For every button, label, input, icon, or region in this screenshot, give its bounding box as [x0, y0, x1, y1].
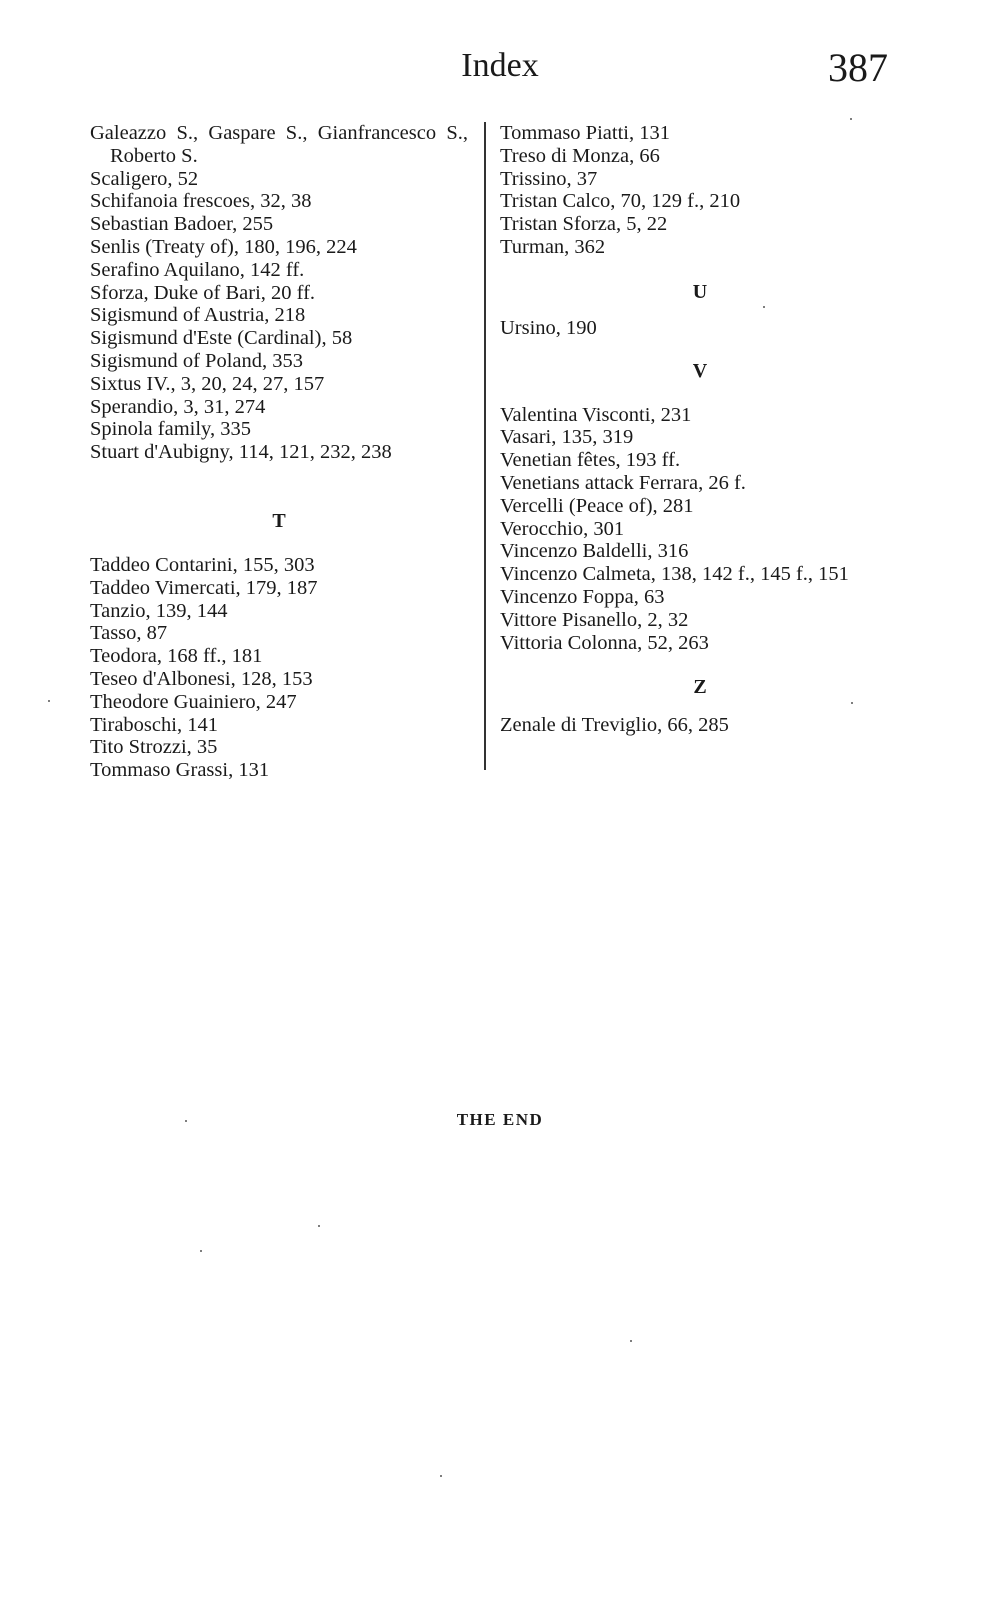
index-entry: Tito Strozzi, 35 — [90, 736, 218, 759]
index-entry: Tanzio, 139, 144 — [90, 599, 228, 622]
index-entry: Tasso, 87 — [90, 622, 168, 645]
index-entry: Teseo d'Albonesi, 128, 153 — [90, 667, 313, 690]
index-entry: Valentina Visconti, 231 — [500, 403, 692, 426]
index-entry: Taddeo Vimercati, 179, 187 — [90, 576, 318, 599]
index-entry: Theodore Guainiero, 247 — [90, 690, 297, 713]
scan-speck — [318, 1225, 320, 1227]
index-entry: Vincenzo Calmeta, 138, 142 f., 145 f., 151 — [500, 563, 849, 586]
scan-speck — [763, 306, 765, 308]
index-entry: Vittore Pisanello, 2, 32 — [500, 608, 689, 631]
index-entry: Vasari, 135, 319 — [500, 426, 634, 449]
scan-speck — [851, 702, 853, 704]
index-entry: Tommaso Piatti, 131 — [500, 122, 670, 144]
index-entry: Turman, 362 — [500, 235, 606, 258]
section-letter-u: U — [692, 280, 708, 303]
index-entry: Sixtus IV., 3, 20, 24, 27, 157 — [90, 372, 325, 395]
index-entry: Venetian fêtes, 193 ff. — [500, 449, 681, 472]
the-end-text: THE END — [456, 1110, 544, 1129]
scan-speck — [630, 1340, 632, 1342]
index-entry: Tristan Calco, 70, 129 f., 210 — [500, 190, 741, 213]
section-letter-z: Z — [693, 676, 707, 699]
section-letter-t: T — [272, 509, 286, 532]
index-column-left — [90, 122, 468, 782]
index-entry: Sigismund of Poland, 353 — [90, 349, 303, 372]
index-entry: Teodora, 168 ff., 181 — [90, 645, 263, 668]
index-entry: Sforza, Duke of Bari, 20 ff. — [90, 281, 316, 304]
index-entry: Tommaso Grassi, 131 — [90, 759, 270, 782]
index-entry: Vittoria Colonna, 52, 263 — [500, 631, 709, 654]
index-entry: Ursino, 190 — [500, 316, 597, 339]
index-entry: Scaligero, 52 — [90, 167, 199, 190]
index-entry: Trissino, 37 — [500, 167, 598, 190]
index-entry: Tiraboschi, 141 — [90, 713, 218, 736]
index-entry: Tristan Sforza, 5, 22 — [500, 213, 668, 236]
index-entry: Treso di Monza, 66 — [500, 144, 660, 167]
index-entry: Vincenzo Baldelli, 316 — [500, 540, 689, 563]
index-entry: Spinola family, 335 — [90, 418, 251, 441]
scan-speck — [440, 1475, 442, 1477]
running-head-title: Index — [461, 47, 539, 84]
index-entry: Galeazzo S., Gaspare S., Gianfrancesco S., Roberto S. — [90, 122, 468, 167]
index-column-right — [500, 122, 900, 737]
scan-speck — [185, 1120, 187, 1122]
index-entry: Taddeo Contarini, 155, 303 — [90, 553, 315, 576]
scan-speck — [48, 700, 50, 702]
column-divider — [484, 122, 486, 770]
index-entry: Sigismund d'Este (Cardinal), 58 — [90, 327, 353, 350]
index-entry: Sigismund of Austria, 218 — [90, 304, 306, 327]
section-letter-v: V — [692, 359, 708, 382]
index-entry: Verocchio, 301 — [500, 517, 625, 540]
index-entry: Zenale di Treviglio, 66, 285 — [500, 714, 729, 737]
index-entry: Sperandio, 3, 31, 274 — [90, 395, 266, 418]
page-number: 387 — [828, 45, 888, 90]
index-entry: Schifanoia frescoes, 32, 38 — [90, 190, 312, 213]
index-entry: Senlis (Treaty of), 180, 196, 224 — [90, 235, 357, 258]
scan-speck — [200, 1250, 202, 1252]
index-entry: Vincenzo Foppa, 63 — [500, 585, 665, 608]
scan-speck — [850, 118, 852, 120]
index-entry: Stuart d'Aubigny, 114, 121, 232, 238 — [90, 441, 392, 464]
index-entry: Vercelli (Peace of), 281 — [500, 494, 694, 517]
index-entry: Serafino Aquilano, 142 ff. — [90, 258, 305, 281]
index-entry: Sebastian Badoer, 255 — [90, 213, 274, 236]
index-entry: Venetians attack Ferrara, 26 f. — [500, 471, 746, 494]
